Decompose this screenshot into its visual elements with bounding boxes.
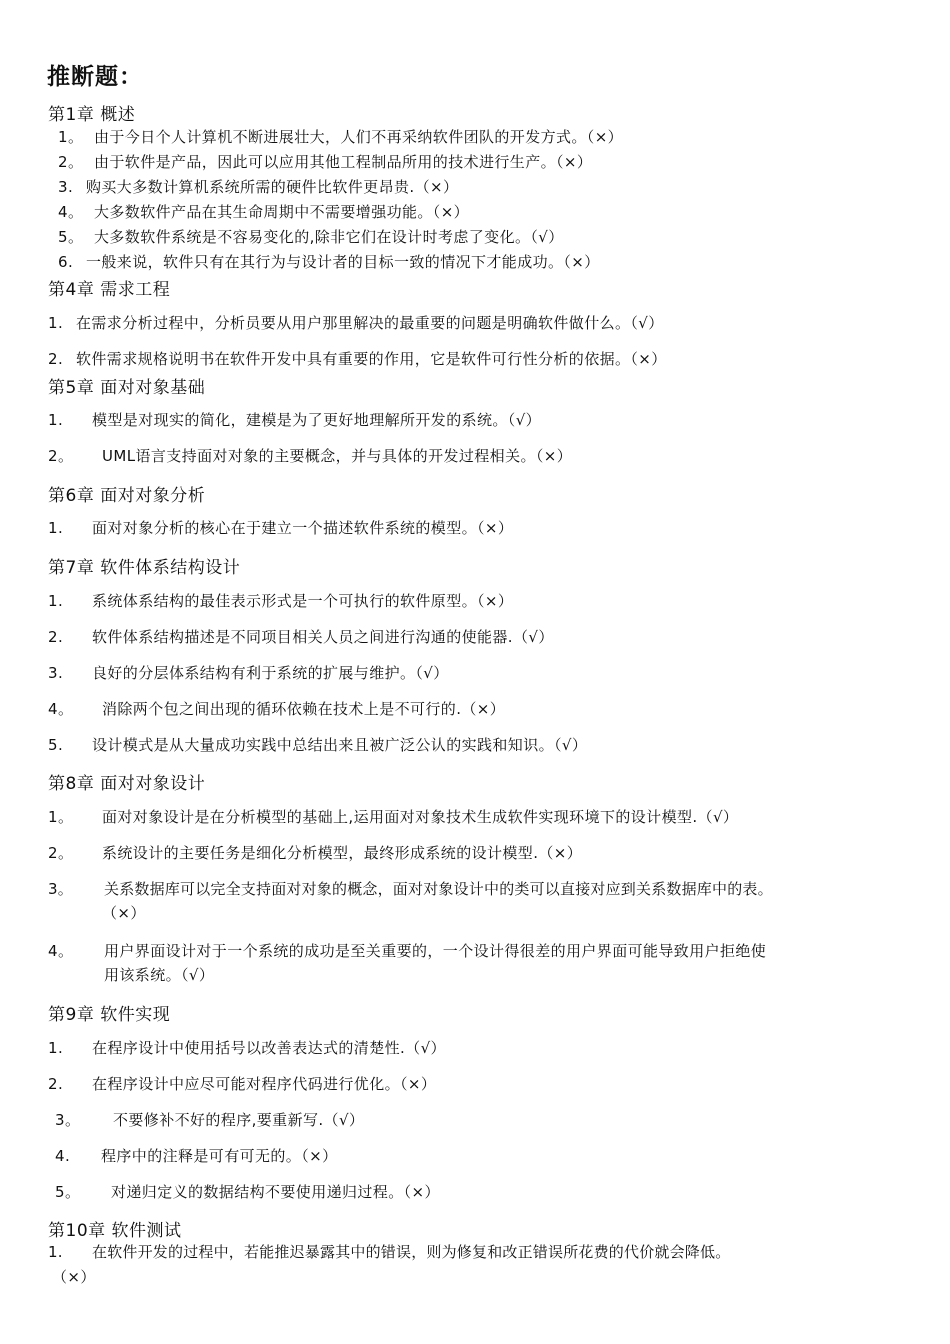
item-text: 在需求分析过程中，分析员要从用户那里解决的最重要的问题是明确软件做什么。（√） <box>76 314 664 332</box>
item-text: 程序中的注释是可有可无的。（×） <box>101 1147 338 1165</box>
item-number: 1。 <box>48 808 74 826</box>
list-item <box>55 1109 364 1130</box>
item-text: 在程序设计中应尽可能对程序代码进行优化。（×） <box>92 1075 437 1093</box>
item-number: 2。 <box>48 447 74 465</box>
item-text: 对递归定义的数据结构不要使用递归过程。（×） <box>111 1183 440 1201</box>
chapter-heading-8: 第8章 面对对象设计 <box>48 774 206 794</box>
item-text: 软件体系结构描述是不同项目相关人员之间进行沟通的使能器.（√） <box>92 628 554 646</box>
list-item <box>58 151 592 172</box>
item-text: 购买大多数计算机系统所需的硬件比软件更昂贵.（×） <box>86 178 459 196</box>
chapter-heading-9: 第9章 软件实现 <box>48 1005 171 1025</box>
item-text: UML语言支持面对对象的主要概念，并与具体的开发过程相关。（×） <box>102 447 573 465</box>
list-item <box>48 1241 730 1262</box>
item-number: 4. <box>55 1147 71 1165</box>
item-number: 3. <box>58 178 74 196</box>
item-number: 4。 <box>48 700 74 718</box>
list-item <box>58 226 564 247</box>
item-text: 大多数软件系统是不容易变化的,除非它们在设计时考虑了变化。（√） <box>94 228 564 246</box>
list-item <box>55 1145 337 1166</box>
list-item <box>48 734 587 755</box>
list-item <box>55 1181 440 1202</box>
chapter-heading-10: 第10章 软件测试 <box>48 1221 182 1241</box>
list-item <box>48 1037 446 1058</box>
list-item <box>48 626 554 647</box>
item-text: 在程序设计中使用括号以改善表达式的清楚性.（√） <box>92 1039 446 1057</box>
list-item <box>48 348 667 369</box>
item-number: 3。 <box>48 880 73 898</box>
item-number: 1. <box>48 314 64 332</box>
item-text: 系统体系结构的最佳表示形式是一个可执行的软件原型。（×） <box>92 592 514 610</box>
chapter-heading-1: 第1章 概述 <box>48 105 136 125</box>
item-number: 2. <box>48 350 64 368</box>
item-text: 由于软件是产品，因此可以应用其他工程制品所用的技术进行生产。（×） <box>94 153 593 171</box>
item-text: 消除两个包之间出现的循环依赖在技术上是不可行的.（×） <box>102 700 506 718</box>
list-item <box>48 445 572 466</box>
item-number: 1. <box>48 592 64 610</box>
item-number: 1. <box>48 411 64 429</box>
list-item <box>58 126 623 147</box>
item-number: 1. <box>48 1243 63 1261</box>
chapter-heading-5: 第5章 面对对象基础 <box>48 378 206 398</box>
item-number: 3。 <box>55 1111 81 1129</box>
chapter-heading-6: 第6章 面对对象分析 <box>48 486 206 506</box>
list-item <box>58 251 600 272</box>
list-item <box>48 806 738 827</box>
item-text: 大多数软件产品在其生命周期中不需要增强功能。（×） <box>94 203 470 221</box>
item-number: 2。 <box>48 844 74 862</box>
item-number: 2. <box>48 1075 64 1093</box>
item-number: 2。 <box>58 153 84 171</box>
list-item <box>48 409 541 430</box>
item-text: 软件需求规格说明书在软件开发中具有重要的作用，它是软件可行性分析的依据。（×） <box>76 350 667 368</box>
item-text: 系统设计的主要任务是细化分析模型，最终形成系统的设计模型.（×） <box>102 844 583 862</box>
list-item <box>48 517 513 538</box>
item-text: 用户界面设计对于一个系统的成功是至关重要的，一个设计得很差的用户界面可能导致用户拒绝使 <box>104 942 767 960</box>
list-item <box>48 842 582 863</box>
item-text: 面对对象设计是在分析模型的基础上,运用面对对象技术生成软件实现环境下的设计模型.（√） <box>102 808 739 826</box>
list-item <box>48 940 766 961</box>
item-continuation: （×） <box>52 1268 96 1286</box>
item-number: 1。 <box>58 128 84 146</box>
page-title: 推断题： <box>47 64 143 90</box>
item-number: 5。 <box>55 1183 81 1201</box>
item-text: 良好的分层体系结构有利于系统的扩展与维护。（√） <box>92 664 449 682</box>
list-item <box>48 312 664 333</box>
item-number: 4。 <box>48 942 74 960</box>
item-continuation: 用该系统。（√） <box>104 966 215 984</box>
item-number: 6. <box>58 253 74 271</box>
list-item <box>48 662 449 683</box>
item-text: 在软件开发的过程中，若能推迟暴露其中的错误，则为修复和改正错误所花费的代价就会降低。 <box>92 1243 731 1261</box>
item-number: 4。 <box>58 203 84 221</box>
item-continuation: （×） <box>102 904 146 922</box>
item-text: 关系数据库可以完全支持面对对象的概念，面对对象设计中的类可以直接对应到关系数据库中的表。 <box>104 880 773 898</box>
list-item <box>58 201 469 222</box>
list-item <box>48 698 505 719</box>
item-text: 由于今日个人计算机不断进展壮大，人们不再采纳软件团队的开发方式。（×） <box>94 128 624 146</box>
list-item <box>48 1073 436 1094</box>
list-item <box>48 878 773 899</box>
chapter-heading-7: 第7章 软件体系结构设计 <box>48 558 241 578</box>
item-text: 面对对象分析的核心在于建立一个描述软件系统的模型。（×） <box>92 519 514 537</box>
item-number: 5。 <box>58 228 84 246</box>
item-text: 不要修补不好的程序,要重新写.（√） <box>113 1111 365 1129</box>
item-number: 2. <box>48 628 64 646</box>
item-number: 1. <box>48 519 64 537</box>
list-item <box>48 590 513 611</box>
chapter-heading-4: 第4章 需求工程 <box>48 280 171 300</box>
item-number: 1. <box>48 1039 64 1057</box>
list-item <box>58 176 458 197</box>
item-number: 3. <box>48 664 64 682</box>
item-text: 一般来说，软件只有在其行为与设计者的目标一致的情况下才能成功。（×） <box>86 253 600 271</box>
item-text: 模型是对现实的简化，建模是为了更好地理解所开发的系统。（√） <box>92 411 542 429</box>
item-text: 设计模式是从大量成功实践中总结出来且被广泛公认的实践和知识。（√） <box>92 736 588 754</box>
item-number: 5. <box>48 736 64 754</box>
